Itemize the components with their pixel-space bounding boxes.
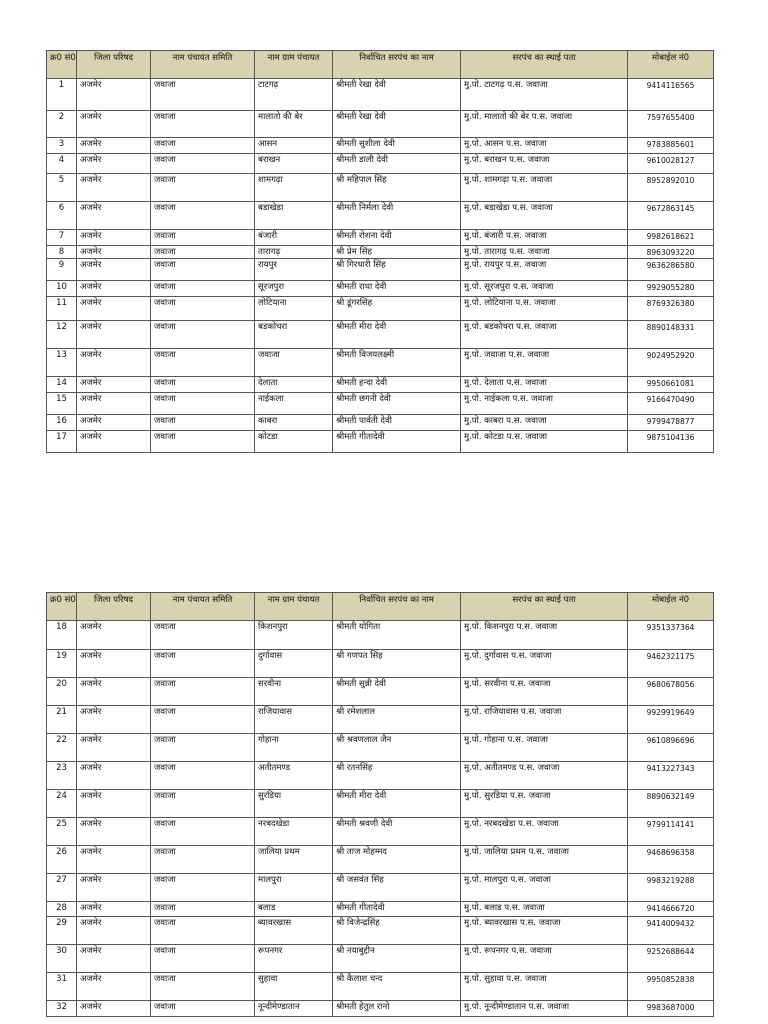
serial-cell: 2 xyxy=(47,111,77,138)
serial-cell: 31 xyxy=(47,973,77,1001)
samiti-cell: जवाजा xyxy=(151,650,255,678)
samiti-cell: जवाजा xyxy=(151,202,255,230)
address-cell: मु.पो. बलाड प.स. जवाजा xyxy=(461,902,628,917)
district-cell: अजमेर xyxy=(77,846,151,874)
mobile-cell: 9929919649 xyxy=(628,706,714,734)
mobile-cell: 9166470490 xyxy=(628,393,714,415)
table-row xyxy=(47,79,714,111)
samiti-cell: जवाजा xyxy=(151,111,255,138)
gram-panchayat-cell: ब्यावरखास xyxy=(255,917,333,945)
header-district: जिला परिषद xyxy=(77,51,151,79)
address-cell: मु.पो. नून्दीमेण्डातान प.स. जवाजा xyxy=(461,1001,628,1017)
address-cell: मु.पो. मालातो की बेर प.स. जवाजा xyxy=(461,111,628,138)
table-row xyxy=(47,1001,714,1017)
district-cell: अजमेर xyxy=(77,259,151,281)
gram-panchayat-cell: काबरा xyxy=(255,415,333,431)
sarpanch-name-cell: श्री महिपाल सिंह xyxy=(333,174,461,202)
address-cell: मु.पो. सुहावा प.स. जवाजा xyxy=(461,973,628,1001)
mobile-cell: 9024952920 xyxy=(628,349,714,377)
district-cell: अजमेर xyxy=(77,650,151,678)
sarpanch-name-cell: श्रीमती सुन्नी देवी xyxy=(333,678,461,706)
sarpanch-name-cell: श्री श्रवणलाल जैन xyxy=(333,734,461,762)
sarpanch-name-cell: श्री गणपत सिंह xyxy=(333,650,461,678)
sarpanch-name-cell: श्री ताज मोहम्मद xyxy=(333,846,461,874)
district-cell: अजमेर xyxy=(77,230,151,246)
samiti-cell: जवाजा xyxy=(151,621,255,650)
address-cell: मु.पो. सूरजपुरा प.स. जवाजा xyxy=(461,281,628,297)
gram-panchayat-cell: मालपुरा xyxy=(255,874,333,902)
gram-panchayat-cell: मालातो की बेर xyxy=(255,111,333,138)
header-row xyxy=(47,593,714,621)
sarpanch-name-cell: श्रीमती सुशीला देवी xyxy=(333,138,461,154)
samiti-cell: जवाजा xyxy=(151,259,255,281)
sarpanch-name-cell: श्रीमती रेखा देवी xyxy=(333,111,461,138)
samiti-cell: जवाजा xyxy=(151,230,255,246)
sarpanch-name-cell: श्रीमती छगनी देवी xyxy=(333,393,461,415)
serial-cell: 23 xyxy=(47,762,77,790)
header-mobile: मोबाईल नं0 xyxy=(628,51,714,79)
address-cell: मु.पो. रायपुर प.स. जवाजा xyxy=(461,259,628,281)
gram-panchayat-cell: राजियावास xyxy=(255,706,333,734)
header-gram-panchayat: नाम ग्राम पंचायत xyxy=(255,51,333,79)
serial-cell: 26 xyxy=(47,846,77,874)
mobile-cell: 9799114141 xyxy=(628,818,714,846)
sarpanch-name-cell: श्रीमती गीतादेवी xyxy=(333,902,461,917)
serial-cell: 28 xyxy=(47,902,77,917)
mobile-cell: 9950852838 xyxy=(628,973,714,1001)
gram-panchayat-cell: बराखन xyxy=(255,154,333,174)
serial-cell: 7 xyxy=(47,230,77,246)
header-serial: क्र0 सं0 xyxy=(47,51,77,79)
table-row xyxy=(47,902,714,917)
sarpanch-name-cell: श्रीमती मीरा देवी xyxy=(333,790,461,818)
table-row xyxy=(47,917,714,945)
table-row xyxy=(47,706,714,734)
sarpanch-name-cell: श्रीमती निर्मला देवी xyxy=(333,202,461,230)
sarpanch-name-cell: श्री विजेन्द्रसिंह xyxy=(333,917,461,945)
table-row xyxy=(47,393,714,415)
sarpanch-name-cell: श्री नयाबुद्दीन xyxy=(333,945,461,973)
samiti-cell: जवाजा xyxy=(151,138,255,154)
gram-panchayat-cell: सूरजपुरा xyxy=(255,281,333,297)
table-row xyxy=(47,246,714,259)
address-cell: मु.पो. अतीतमण्ड प.स. जवाजा xyxy=(461,762,628,790)
mobile-cell: 9610896696 xyxy=(628,734,714,762)
serial-cell: 13 xyxy=(47,349,77,377)
samiti-cell: जवाजा xyxy=(151,431,255,453)
samiti-cell: जवाजा xyxy=(151,1001,255,1017)
mobile-cell: 9672863145 xyxy=(628,202,714,230)
mobile-cell: 9414116565 xyxy=(628,79,714,111)
mobile-cell: 7597655400 xyxy=(628,111,714,138)
gram-panchayat-cell: नून्दीमेण्डातान xyxy=(255,1001,333,1017)
district-cell: अजमेर xyxy=(77,973,151,1001)
table-row xyxy=(47,678,714,706)
sarpanch-name-cell: श्रीमती पार्वती देवी xyxy=(333,415,461,431)
samiti-cell: जवाजा xyxy=(151,818,255,846)
district-cell: अजमेर xyxy=(77,79,151,111)
address-cell: मु.पो. देलाता प.स. जवाजा xyxy=(461,377,628,393)
table-row xyxy=(47,762,714,790)
gram-panchayat-cell: किशनपुरा xyxy=(255,621,333,650)
samiti-cell: जवाजा xyxy=(151,762,255,790)
serial-cell: 21 xyxy=(47,706,77,734)
address-cell: मु.पो. बराखन प.स. जवाजा xyxy=(461,154,628,174)
serial-cell: 10 xyxy=(47,281,77,297)
samiti-cell: जवाजा xyxy=(151,393,255,415)
serial-cell: 30 xyxy=(47,945,77,973)
samiti-cell: जवाजा xyxy=(151,874,255,902)
sarpanch-name-cell: श्री कैलाश चन्द xyxy=(333,973,461,1001)
mobile-cell: 8952892010 xyxy=(628,174,714,202)
district-cell: अजमेर xyxy=(77,174,151,202)
address-cell: मु.पो. बडकोचरा प.स. जवाजा xyxy=(461,321,628,349)
gram-panchayat-cell: नाईकला xyxy=(255,393,333,415)
gram-panchayat-cell: दुर्गावास xyxy=(255,650,333,678)
table-row xyxy=(47,230,714,246)
table-row xyxy=(47,349,714,377)
serial-cell: 9 xyxy=(47,259,77,281)
mobile-cell: 9950661081 xyxy=(628,377,714,393)
samiti-cell: जवाजा xyxy=(151,297,255,321)
samiti-cell: जवाजा xyxy=(151,246,255,259)
mobile-cell: 9414009432 xyxy=(628,917,714,945)
address-cell: मु.पो. बंजारी प.स. जवाजा xyxy=(461,230,628,246)
mobile-cell: 8890632149 xyxy=(628,790,714,818)
district-cell: अजमेर xyxy=(77,321,151,349)
district-cell: अजमेर xyxy=(77,138,151,154)
sarpanch-table-1 xyxy=(46,50,714,453)
samiti-cell: जवाजा xyxy=(151,377,255,393)
address-cell: मु.पो. राजियावास प.स. जवाजा xyxy=(461,706,628,734)
gram-panchayat-cell: जालिया प्रथम xyxy=(255,846,333,874)
address-cell: मु.पो. नाईकला प.स. जवाजा xyxy=(461,393,628,415)
sarpanch-name-cell: श्रीमती हेतुल रानो xyxy=(333,1001,461,1017)
serial-cell: 29 xyxy=(47,917,77,945)
mobile-cell: 9875104136 xyxy=(628,431,714,453)
sarpanch-name-cell: श्री डूंगरसिंह xyxy=(333,297,461,321)
sarpanch-name-cell: श्रीमती गीतादेवी xyxy=(333,431,461,453)
table-row xyxy=(47,734,714,762)
address-cell: मु.पो. बडाखेडा प.स. जवाजा xyxy=(461,202,628,230)
serial-cell: 16 xyxy=(47,415,77,431)
district-cell: अजमेर xyxy=(77,281,151,297)
gram-panchayat-cell: लोटियाना xyxy=(255,297,333,321)
sarpanch-name-cell: श्री रतनसिंह xyxy=(333,762,461,790)
district-cell: अजमेर xyxy=(77,297,151,321)
district-cell: अजमेर xyxy=(77,818,151,846)
mobile-cell: 9636286580 xyxy=(628,259,714,281)
address-cell: मु.पो. सुरडिया प.स. जवाजा xyxy=(461,790,628,818)
address-cell: मु.पो. काबरा प.स. जवाजा xyxy=(461,415,628,431)
sarpanch-name-cell: श्री गिरधारी सिंह xyxy=(333,259,461,281)
table-row xyxy=(47,259,714,281)
sarpanch-name-cell: श्रीमती हन्दा देवी xyxy=(333,377,461,393)
samiti-cell: जवाजा xyxy=(151,415,255,431)
serial-cell: 27 xyxy=(47,874,77,902)
samiti-cell: जवाजा xyxy=(151,790,255,818)
serial-cell: 24 xyxy=(47,790,77,818)
district-cell: अजमेर xyxy=(77,734,151,762)
gram-panchayat-cell: टाटगढ़ xyxy=(255,79,333,111)
table-row xyxy=(47,846,714,874)
serial-cell: 18 xyxy=(47,621,77,650)
header-district: जिला परिषद xyxy=(77,593,151,621)
gram-panchayat-cell: रायपुर xyxy=(255,259,333,281)
district-cell: अजमेर xyxy=(77,111,151,138)
table-row xyxy=(47,790,714,818)
gram-panchayat-cell: तारागढ़ xyxy=(255,246,333,259)
table-row xyxy=(47,154,714,174)
table-row xyxy=(47,297,714,321)
table-row xyxy=(47,650,714,678)
sarpanch-name-cell: श्रीमती रेखा देवी xyxy=(333,79,461,111)
header-samiti: नाम पंचायत समिति xyxy=(151,51,255,79)
serial-cell: 1 xyxy=(47,79,77,111)
gram-panchayat-cell: सुहावा xyxy=(255,973,333,1001)
serial-cell: 17 xyxy=(47,431,77,453)
table-row xyxy=(47,138,714,154)
sarpanch-table-2 xyxy=(46,592,714,1017)
gram-panchayat-cell: गोहाना xyxy=(255,734,333,762)
sarpanch-name-cell: श्री जसवंत सिंह xyxy=(333,874,461,902)
address-cell: मु.पो. मालपुरा प.स. जवाजा xyxy=(461,874,628,902)
mobile-cell: 9799478877 xyxy=(628,415,714,431)
sarpanch-name-cell: श्रीमती श्रवणी देवी xyxy=(333,818,461,846)
serial-cell: 19 xyxy=(47,650,77,678)
gram-panchayat-cell: जवाजा xyxy=(255,349,333,377)
district-cell: अजमेर xyxy=(77,154,151,174)
header-address: सरपंच का स्थाई पता xyxy=(461,593,628,621)
gram-panchayat-cell: शामगढ़ा xyxy=(255,174,333,202)
address-cell: मु.पो. ब्यावरखास प.स. जवाजा xyxy=(461,917,628,945)
address-cell: मु.पो. जालिया प्रथम प.स. जवाजा xyxy=(461,846,628,874)
header-serial: क्र0 सं0 xyxy=(47,593,77,621)
address-cell: मु.पो. रूपनगर प.स. जवाजा xyxy=(461,945,628,973)
gram-panchayat-cell: देलाता xyxy=(255,377,333,393)
mobile-cell: 9983219288 xyxy=(628,874,714,902)
address-cell: मु.पो. नरबदखेडा प.स. जवाजा xyxy=(461,818,628,846)
table-row xyxy=(47,818,714,846)
gram-panchayat-cell: बडकोचरा xyxy=(255,321,333,349)
address-cell: मु.पो. लोटियाना प.स. जवाजा xyxy=(461,297,628,321)
serial-cell: 4 xyxy=(47,154,77,174)
serial-cell: 11 xyxy=(47,297,77,321)
address-cell: मु.पो. तारागढ़ प.स. जवाजा xyxy=(461,246,628,259)
district-cell: अजमेर xyxy=(77,621,151,650)
mobile-cell: 9680678056 xyxy=(628,678,714,706)
district-cell: अजमेर xyxy=(77,431,151,453)
table-row xyxy=(47,321,714,349)
serial-cell: 32 xyxy=(47,1001,77,1017)
address-cell: मु.पो. जवाजा प.स. जवाजा xyxy=(461,349,628,377)
samiti-cell: जवाजा xyxy=(151,902,255,917)
gram-panchayat-cell: सरवीना xyxy=(255,678,333,706)
mobile-cell: 8769326380 xyxy=(628,297,714,321)
district-cell: अजमेर xyxy=(77,377,151,393)
sarpanch-name-cell: श्रीमती रोशना देवी xyxy=(333,230,461,246)
serial-cell: 12 xyxy=(47,321,77,349)
district-cell: अजमेर xyxy=(77,246,151,259)
samiti-cell: जवाजा xyxy=(151,734,255,762)
sarpanch-name-cell: श्रीमती डाली देवी xyxy=(333,154,461,174)
mobile-cell: 9468696358 xyxy=(628,846,714,874)
address-cell: मु.पो. किशनपुरा प.स. जवाजा xyxy=(461,621,628,650)
sarpanch-name-cell: श्रीमती विजयलक्ष्मी xyxy=(333,349,461,377)
samiti-cell: जवाजा xyxy=(151,154,255,174)
sarpanch-name-cell: श्रीमती योगिता xyxy=(333,621,461,650)
gram-panchayat-cell: बलाड xyxy=(255,902,333,917)
address-cell: मु.पो. दुर्गावास प.स. जवाजा xyxy=(461,650,628,678)
table-row xyxy=(47,431,714,453)
gram-panchayat-cell: सुरडिया xyxy=(255,790,333,818)
serial-cell: 25 xyxy=(47,818,77,846)
serial-cell: 8 xyxy=(47,246,77,259)
table-row xyxy=(47,281,714,297)
header-row xyxy=(47,51,714,79)
mobile-cell: 9462321175 xyxy=(628,650,714,678)
samiti-cell: जवाजा xyxy=(151,321,255,349)
header-sarpanch-name: निर्वाचित सरपंच का नाम xyxy=(333,51,461,79)
mobile-cell: 9351337364 xyxy=(628,621,714,650)
serial-cell: 14 xyxy=(47,377,77,393)
table-row xyxy=(47,621,714,650)
serial-cell: 3 xyxy=(47,138,77,154)
district-cell: अजमेर xyxy=(77,1001,151,1017)
gram-panchayat-cell: बंजारी xyxy=(255,230,333,246)
sarpanch-name-cell: श्रीमती मीरा देवी xyxy=(333,321,461,349)
serial-cell: 20 xyxy=(47,678,77,706)
serial-cell: 15 xyxy=(47,393,77,415)
samiti-cell: जवाजा xyxy=(151,174,255,202)
header-address: सरपंच का स्थाई पता xyxy=(461,51,628,79)
district-cell: अजमेर xyxy=(77,790,151,818)
district-cell: अजमेर xyxy=(77,706,151,734)
mobile-cell: 9252688644 xyxy=(628,945,714,973)
table-row xyxy=(47,174,714,202)
district-cell: अजमेर xyxy=(77,202,151,230)
gram-panchayat-cell: रूपनगर xyxy=(255,945,333,973)
gram-panchayat-cell: बडाखेडा xyxy=(255,202,333,230)
header-samiti: नाम पंचायत समिति xyxy=(151,593,255,621)
district-cell: अजमेर xyxy=(77,678,151,706)
district-cell: अजमेर xyxy=(77,902,151,917)
sarpanch-name-cell: श्रीमती राधा देवी xyxy=(333,281,461,297)
mobile-cell: 8890148331 xyxy=(628,321,714,349)
serial-cell: 22 xyxy=(47,734,77,762)
samiti-cell: जवाजा xyxy=(151,349,255,377)
district-cell: अजमेर xyxy=(77,762,151,790)
mobile-cell: 9982618621 xyxy=(628,230,714,246)
samiti-cell: जवाजा xyxy=(151,973,255,1001)
samiti-cell: जवाजा xyxy=(151,917,255,945)
samiti-cell: जवाजा xyxy=(151,945,255,973)
mobile-cell: 9983687000 xyxy=(628,1001,714,1017)
address-cell: मु.पो. कोटडा प.स. जवाजा xyxy=(461,431,628,453)
sarpanch-name-cell: श्री प्रेम सिंह xyxy=(333,246,461,259)
address-cell: मु.पो. सरवीना प.स. जवाजा xyxy=(461,678,628,706)
table-row xyxy=(47,111,714,138)
district-cell: अजमेर xyxy=(77,945,151,973)
gram-panchayat-cell: कोटडा xyxy=(255,431,333,453)
address-cell: मु.पो. टाटगढ़ प.स. जवाजा xyxy=(461,79,628,111)
mobile-cell: 9783885601 xyxy=(628,138,714,154)
district-cell: अजमेर xyxy=(77,917,151,945)
gram-panchayat-cell: आसन xyxy=(255,138,333,154)
sarpanch-name-cell: श्री रमेशलाल xyxy=(333,706,461,734)
samiti-cell: जवाजा xyxy=(151,79,255,111)
table-row xyxy=(47,202,714,230)
mobile-cell: 9414666720 xyxy=(628,902,714,917)
samiti-cell: जवाजा xyxy=(151,846,255,874)
samiti-cell: जवाजा xyxy=(151,706,255,734)
mobile-cell: 9929055280 xyxy=(628,281,714,297)
district-cell: अजमेर xyxy=(77,393,151,415)
table-row xyxy=(47,973,714,1001)
serial-cell: 6 xyxy=(47,202,77,230)
mobile-cell: 9413227343 xyxy=(628,762,714,790)
header-mobile: मोबाईल नं0 xyxy=(628,593,714,621)
mobile-cell: 9610028127 xyxy=(628,154,714,174)
samiti-cell: जवाजा xyxy=(151,281,255,297)
header-gram-panchayat: नाम ग्राम पंचायत xyxy=(255,593,333,621)
table-row xyxy=(47,874,714,902)
table-row xyxy=(47,415,714,431)
district-cell: अजमेर xyxy=(77,415,151,431)
address-cell: मु.पो. शामगढ़ा प.स. जवाजा xyxy=(461,174,628,202)
table-row xyxy=(47,945,714,973)
mobile-cell: 8963093220 xyxy=(628,246,714,259)
table-row xyxy=(47,377,714,393)
address-cell: मु.पो. आसन प.स. जवाजा xyxy=(461,138,628,154)
samiti-cell: जवाजा xyxy=(151,678,255,706)
gram-panchayat-cell: नरबदखेडा xyxy=(255,818,333,846)
address-cell: मु.पो. गोहाना प.स. जवाजा xyxy=(461,734,628,762)
serial-cell: 5 xyxy=(47,174,77,202)
header-sarpanch-name: निर्वाचित सरपंच का नाम xyxy=(333,593,461,621)
gram-panchayat-cell: अतीतमण्ड xyxy=(255,762,333,790)
district-cell: अजमेर xyxy=(77,349,151,377)
district-cell: अजमेर xyxy=(77,874,151,902)
